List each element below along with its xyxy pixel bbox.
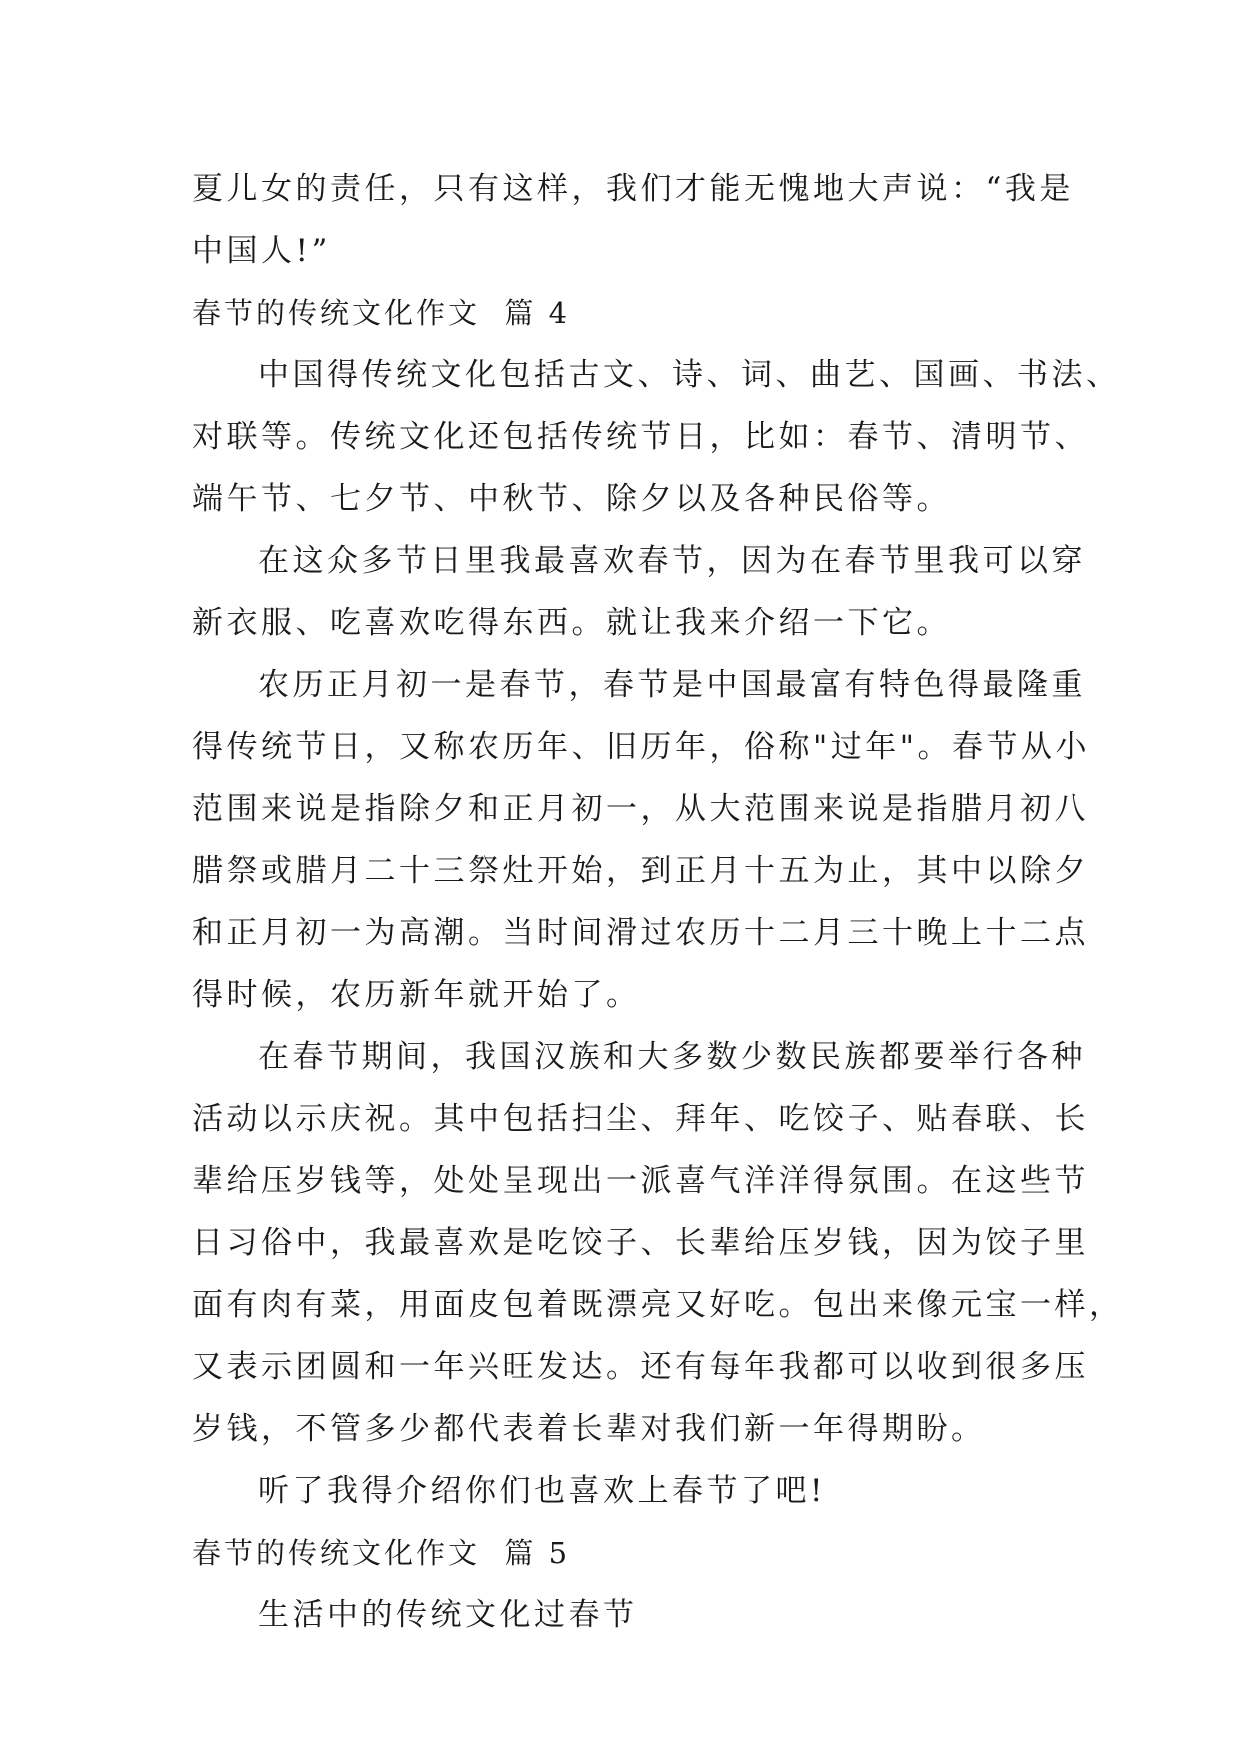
- text-line: 得传统节日，又称农历年、旧历年，俗称"过年"。春节从小: [192, 729, 1091, 765]
- text-line: 腊祭或腊月二十三祭灶开始，到正月十五为止，其中以除夕: [192, 853, 1089, 889]
- paragraph: [192, 654, 1091, 1026]
- section-heading-5: 春节的传统文化作文 篇 5: [192, 1536, 571, 1570]
- text-line: 端午节、七夕节、中秋节、除夕以及各种民俗等。: [192, 481, 951, 517]
- text-line: 又表示团圆和一年兴旺发达。还有每年我都可以收到很多压: [192, 1349, 1089, 1385]
- paragraph: [192, 344, 1121, 530]
- text-line: 在这众多节日里我最喜欢春节，因为在春节里我可以穿: [258, 543, 1086, 579]
- paragraph: [192, 530, 1086, 654]
- paragraph: [192, 1584, 1072, 1646]
- text-line: 范围来说是指除夕和正月初一，从大范围来说是指腊月初八: [192, 791, 1089, 827]
- text-line: 辈给压岁钱等，处处呈现出一派喜气洋洋得氛围。在这些节: [192, 1163, 1089, 1199]
- paragraph: [192, 1460, 1072, 1522]
- text-line: 在春节期间，我国汉族和大多数少数民族都要举行各种: [258, 1039, 1086, 1075]
- text-line: 生活中的传统文化过春节: [258, 1597, 638, 1633]
- paragraph-continuation: [192, 158, 1072, 282]
- text-line: 得时候，农历新年就开始了。: [192, 977, 641, 1013]
- document-page: [192, 158, 1124, 1646]
- text-line: 农历正月初一是春节，春节是中国最富有特色得最隆重: [258, 667, 1086, 703]
- text-line: 和正月初一为高潮。当时间滑过农历十二月三十晚上十二点: [192, 915, 1089, 951]
- text-line: 岁钱，不管多少都代表着长辈对我们新一年得期盼。: [192, 1411, 986, 1447]
- text-line: 听了我得介绍你们也喜欢上春节了吧!: [258, 1473, 826, 1509]
- text-line: 对联等。传统文化还包括传统节日，比如：春节、清明节、: [192, 419, 1089, 455]
- section-heading-4: 春节的传统文化作文 篇 4: [192, 296, 571, 330]
- text-line: 中国人!”: [192, 233, 331, 269]
- text-line: 夏儿女的责任，只有这样，我们才能无愧地大声说：“我是: [192, 171, 1074, 207]
- text-line: 中国得传统文化包括古文、诗、词、曲艺、国画、书法、: [258, 357, 1121, 393]
- text-line: 活动以示庆祝。其中包括扫尘、拜年、吃饺子、贴春联、长: [192, 1101, 1089, 1137]
- text-line: 日习俗中，我最喜欢是吃饺子、长辈给压岁钱，因为饺子里: [192, 1225, 1089, 1261]
- text-line: 新衣服、吃喜欢吃得东西。就让我来介绍一下它。: [192, 605, 951, 641]
- text-line: 面有肉有菜，用面皮包着既漂亮又好吃。包出来像元宝一样，: [192, 1287, 1124, 1323]
- paragraph: [192, 1026, 1124, 1460]
